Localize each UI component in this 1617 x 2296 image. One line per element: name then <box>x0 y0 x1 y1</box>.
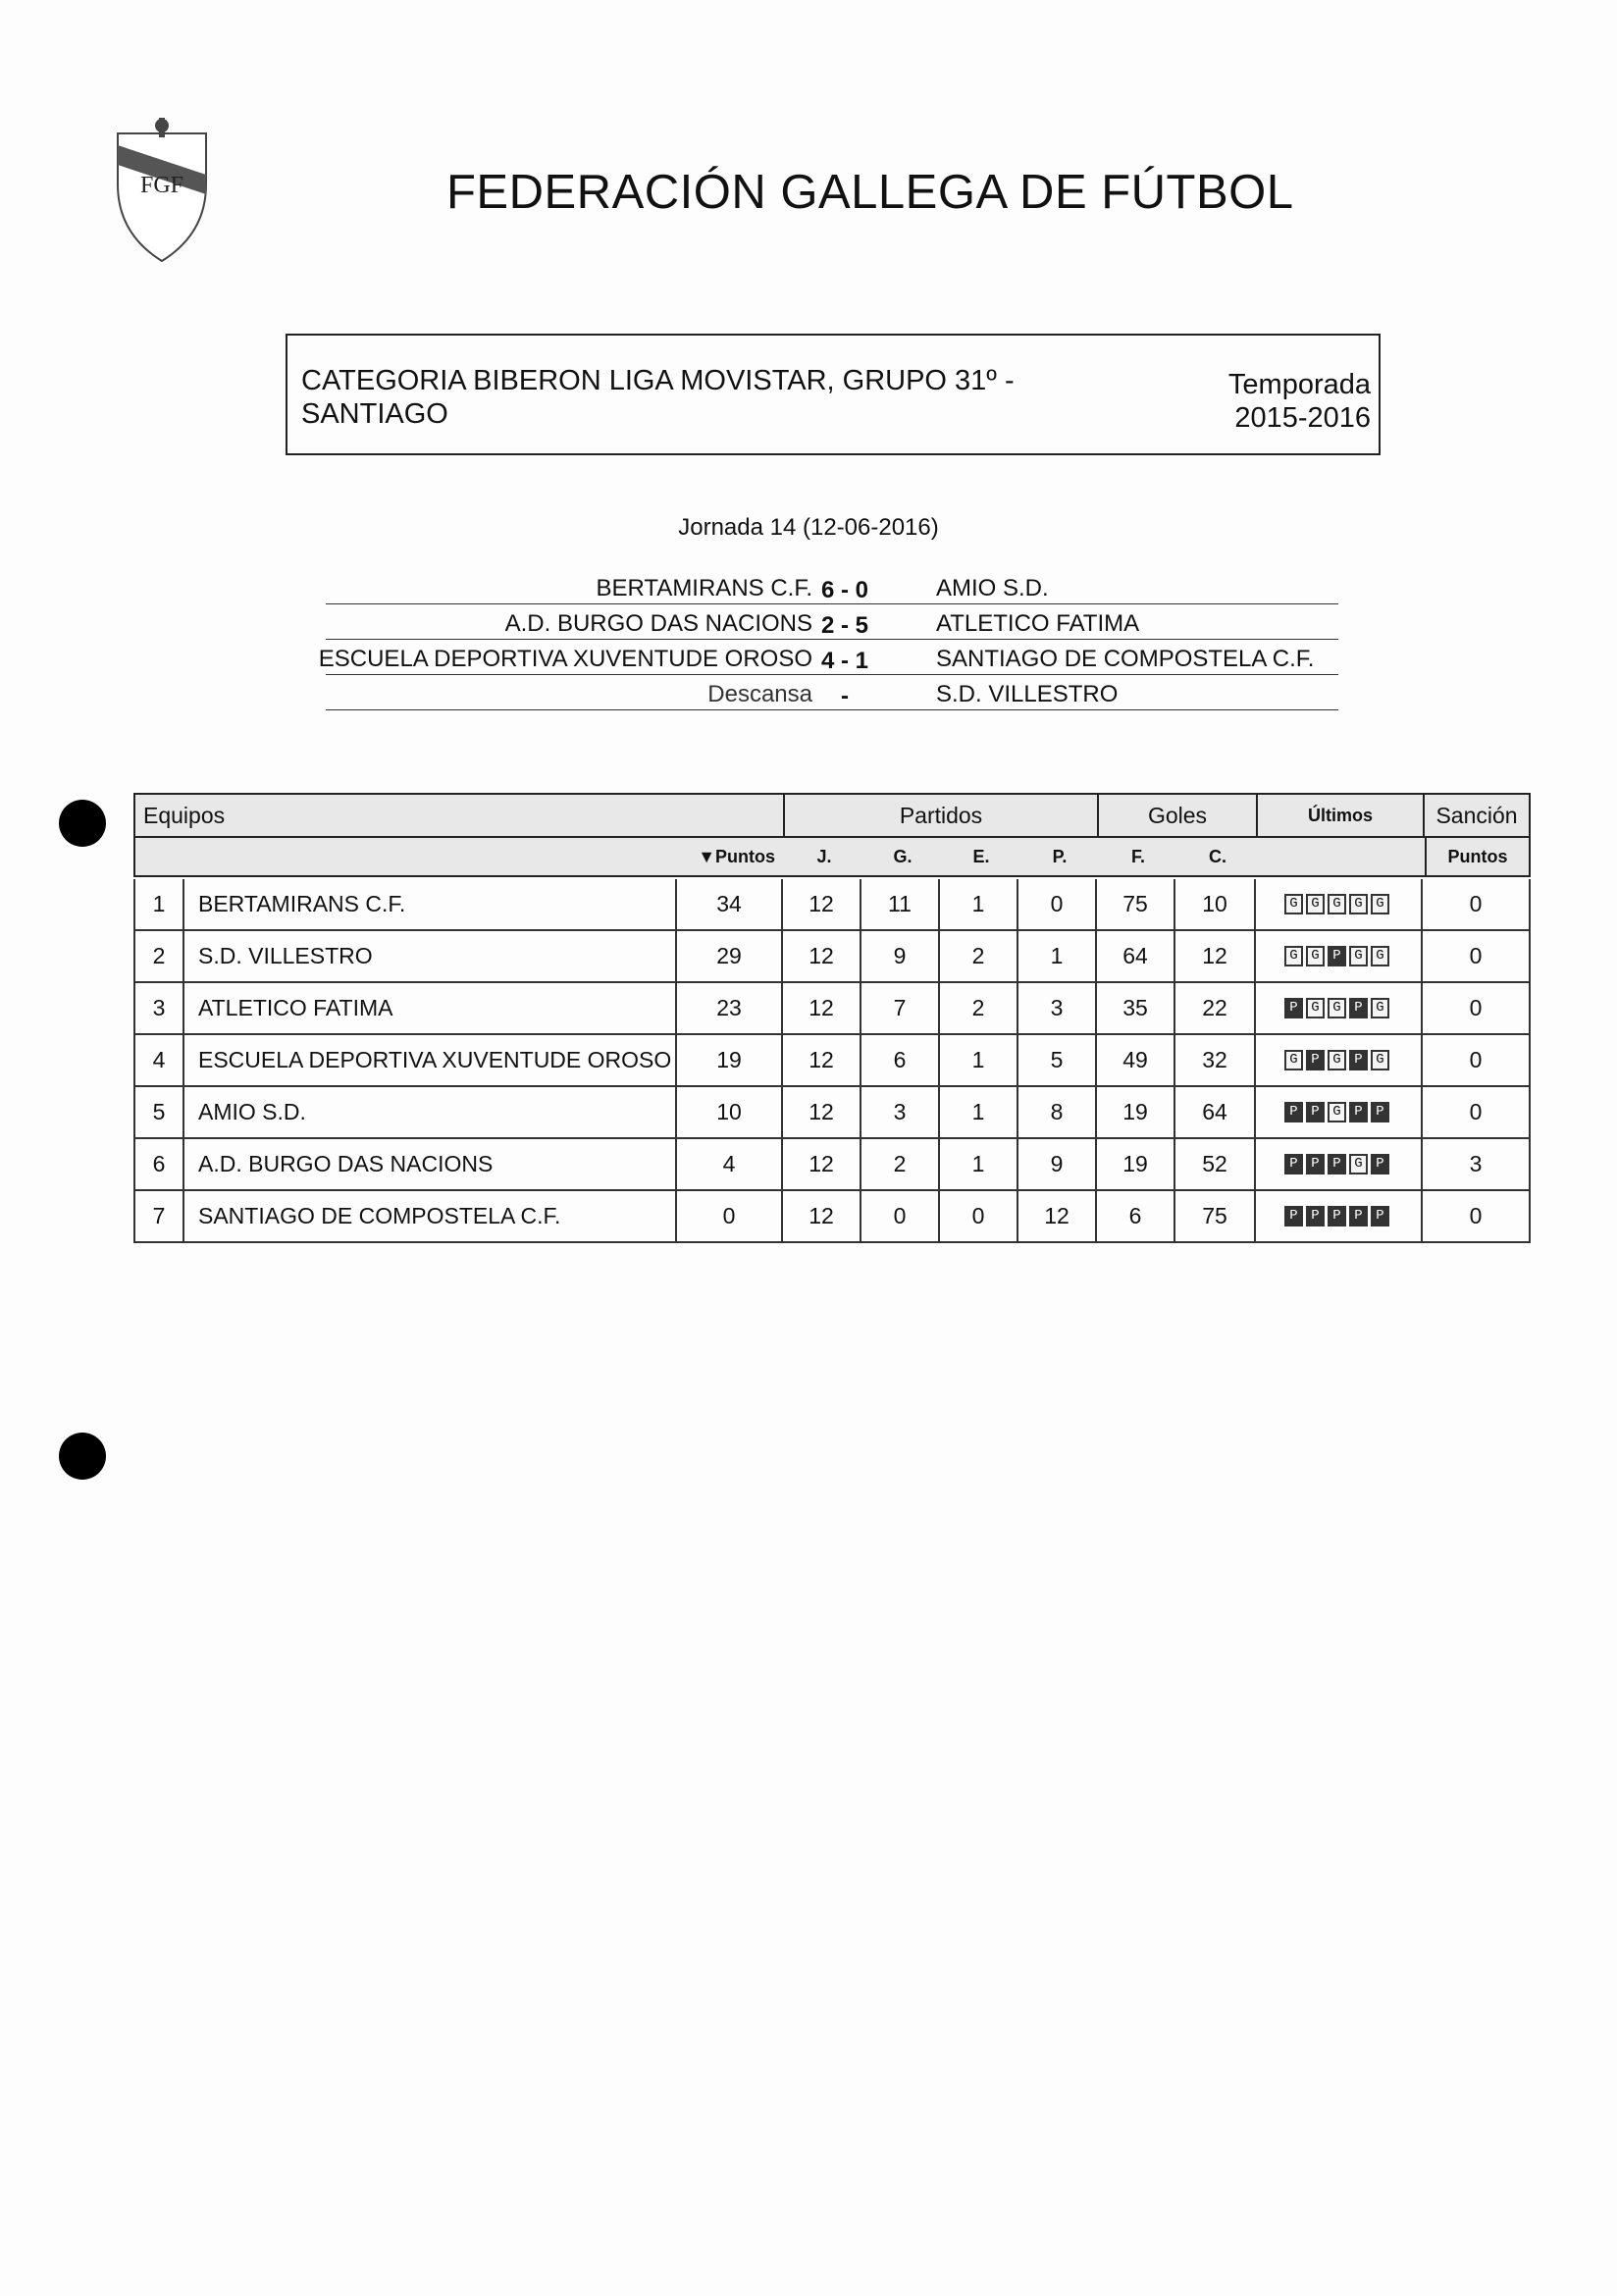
team-last-results <box>1256 879 1423 929</box>
team-played: 12 <box>783 1139 861 1189</box>
result-win-box: G <box>1371 894 1389 914</box>
matchday-title: Jornada 14 (12-06-2016) <box>678 514 939 541</box>
result-win-box: G <box>1371 946 1389 966</box>
result-win-box: G <box>1349 894 1368 914</box>
team-won: 6 <box>861 1035 940 1085</box>
result-away-team: SANTIAGO DE COMPOSTELA C.F. <box>936 646 1315 672</box>
team-lost: 1 <box>1018 931 1097 981</box>
header-teams: Equipos <box>135 795 785 836</box>
team-played: 12 <box>783 931 861 981</box>
team-played: 12 <box>783 1035 861 1085</box>
result-home-team: ESCUELA DEPORTIVA XUVENTUDE OROSO <box>318 646 812 672</box>
team-points: 10 <box>677 1087 783 1137</box>
team-lost: 9 <box>1018 1139 1097 1189</box>
team-goals-for: 6 <box>1097 1191 1175 1241</box>
team-goals-against: 32 <box>1175 1035 1256 1085</box>
result-loss-box: P <box>1306 1206 1325 1226</box>
team-sanction: 0 <box>1423 1191 1531 1241</box>
team-last-results <box>1256 931 1423 981</box>
team-goals-against: 52 <box>1175 1139 1256 1189</box>
result-loss-box: P <box>1328 1154 1346 1174</box>
col-won: G. <box>893 846 913 866</box>
team-goals-for: 19 <box>1097 1087 1175 1137</box>
result-win-box: G <box>1284 1050 1303 1070</box>
team-played: 12 <box>783 879 861 929</box>
svg-text:FGF: FGF <box>139 173 184 198</box>
team-drawn: 1 <box>940 879 1018 929</box>
team-lost: 3 <box>1018 983 1097 1033</box>
category-name-line2: SANTIAGO <box>301 398 448 430</box>
result-win-box: G <box>1349 946 1368 966</box>
header-sanction: Sanción <box>1435 802 1518 828</box>
team-won: 2 <box>861 1139 940 1189</box>
team-last-results <box>1256 983 1423 1033</box>
team-last-results <box>1256 1191 1423 1241</box>
result-loss-box: P <box>1349 1050 1368 1070</box>
result-loss-box: P <box>1371 1206 1389 1226</box>
team-sanction: 0 <box>1423 931 1531 981</box>
team-won: 11 <box>861 879 940 929</box>
team-goals-against: 22 <box>1175 983 1256 1033</box>
result-loss-box: P <box>1349 1206 1368 1226</box>
team-sanction: 0 <box>1423 983 1531 1033</box>
result-loss-box: P <box>1284 998 1303 1018</box>
season-value: 2015-2016 <box>1234 402 1371 434</box>
result-win-box: G <box>1349 1154 1368 1174</box>
standings-row <box>133 983 1531 1035</box>
team-drawn: 0 <box>940 1191 1018 1241</box>
team-position: 2 <box>133 931 184 981</box>
team-name: ESCUELA DEPORTIVA XUVENTUDE OROSO <box>184 1035 677 1085</box>
col-goals-against: C. <box>1209 846 1226 866</box>
standings-row <box>133 1035 1531 1087</box>
team-points: 0 <box>677 1191 783 1241</box>
team-sanction: 3 <box>1423 1139 1531 1189</box>
result-score: - <box>841 683 849 709</box>
result-win-box: G <box>1371 1050 1389 1070</box>
result-row <box>326 675 1338 710</box>
result-loss-box: P <box>1306 1154 1325 1174</box>
team-sanction: 0 <box>1423 879 1531 929</box>
standings-row <box>133 1139 1531 1191</box>
result-loss-box: P <box>1328 946 1346 966</box>
result-score: 6 - 0 <box>820 577 869 603</box>
result-loss-box: P <box>1284 1102 1303 1122</box>
team-points: 34 <box>677 879 783 929</box>
team-lost: 8 <box>1018 1087 1097 1137</box>
result-loss-box: P <box>1349 998 1368 1018</box>
result-loss-box: P <box>1284 1154 1303 1174</box>
result-row <box>326 569 1338 604</box>
result-win-box: G <box>1328 1050 1346 1070</box>
result-score: 4 - 1 <box>820 648 869 674</box>
team-goals-for: 75 <box>1097 879 1175 929</box>
header-last: Últimos <box>1258 795 1425 836</box>
team-name: A.D. BURGO DAS NACIONS <box>184 1139 677 1189</box>
result-win-box: G <box>1306 946 1325 966</box>
team-position: 7 <box>133 1191 184 1241</box>
standings-row <box>133 1191 1531 1243</box>
team-lost: 12 <box>1018 1191 1097 1241</box>
team-drawn: 1 <box>940 1035 1018 1085</box>
team-goals-against: 12 <box>1175 931 1256 981</box>
result-win-box: G <box>1306 998 1325 1018</box>
team-goals-for: 49 <box>1097 1035 1175 1085</box>
header-matches: Partidos <box>785 795 1099 836</box>
team-points: 4 <box>677 1139 783 1189</box>
result-win-box: G <box>1284 946 1303 966</box>
team-won: 9 <box>861 931 940 981</box>
standings-column-header <box>133 838 1531 877</box>
team-goals-for: 35 <box>1097 983 1175 1033</box>
result-loss-box: P <box>1328 1206 1346 1226</box>
col-played: J. <box>816 846 832 866</box>
team-position: 1 <box>133 879 184 929</box>
season-label: Temporada <box>1227 369 1371 400</box>
federation-crest-logo <box>110 116 214 263</box>
team-name: AMIO S.D. <box>184 1087 677 1137</box>
team-won: 0 <box>861 1191 940 1241</box>
team-last-results <box>1256 1087 1423 1137</box>
standings-table <box>133 793 1531 1250</box>
standings-row <box>133 931 1531 983</box>
team-lost: 5 <box>1018 1035 1097 1085</box>
result-away-team: AMIO S.D. <box>936 575 1049 601</box>
category-name-line1: CATEGORIA BIBERON LIGA MOVISTAR, GRUPO 31º - <box>301 365 1015 396</box>
team-goals-for: 64 <box>1097 931 1175 981</box>
punch-hole-bottom <box>59 1433 106 1480</box>
team-played: 12 <box>783 983 861 1033</box>
team-position: 6 <box>133 1139 184 1189</box>
team-points: 29 <box>677 931 783 981</box>
team-name: SANTIAGO DE COMPOSTELA C.F. <box>184 1191 677 1241</box>
result-win-box: G <box>1328 998 1346 1018</box>
standings-group-header <box>133 793 1531 838</box>
team-name: BERTAMIRANS C.F. <box>184 879 677 929</box>
result-loss-box: P <box>1371 1154 1389 1174</box>
standings-row <box>133 1087 1531 1139</box>
matchday-results <box>318 569 1338 710</box>
col-points: ▼Puntos <box>698 846 775 866</box>
team-drawn: 1 <box>940 1139 1018 1189</box>
team-points: 23 <box>677 983 783 1033</box>
result-win-box: G <box>1371 998 1389 1018</box>
team-played: 12 <box>783 1191 861 1241</box>
team-position: 3 <box>133 983 184 1033</box>
team-goals-for: 19 <box>1097 1139 1175 1189</box>
result-away-team: S.D. VILLESTRO <box>936 681 1119 707</box>
result-row <box>318 640 1338 675</box>
team-goals-against: 10 <box>1175 879 1256 929</box>
result-loss-box: P <box>1306 1050 1325 1070</box>
team-drawn: 1 <box>940 1087 1018 1137</box>
federation-title: FEDERACIÓN GALLEGA DE FÚTBOL <box>446 166 1294 219</box>
category-box <box>286 334 1381 455</box>
team-goals-against: 64 <box>1175 1087 1256 1137</box>
team-position: 4 <box>133 1035 184 1085</box>
result-win-box: G <box>1328 1102 1346 1122</box>
team-sanction: 0 <box>1423 1087 1531 1137</box>
team-played: 12 <box>783 1087 861 1137</box>
team-last-results <box>1256 1139 1423 1189</box>
team-name: S.D. VILLESTRO <box>184 931 677 981</box>
col-lost: P. <box>1052 846 1068 866</box>
result-loss-box: P <box>1349 1102 1368 1122</box>
col-goals-for: F. <box>1130 846 1145 866</box>
result-home-team: BERTAMIRANS C.F. <box>596 575 812 601</box>
team-goals-against: 75 <box>1175 1191 1256 1241</box>
team-won: 7 <box>861 983 940 1033</box>
result-loss-box: P <box>1371 1102 1389 1122</box>
col-drawn: E. <box>972 846 990 866</box>
result-home-team: A.D. BURGO DAS NACIONS <box>504 610 812 637</box>
team-drawn: 2 <box>940 983 1018 1033</box>
result-row <box>326 604 1338 640</box>
team-points: 19 <box>677 1035 783 1085</box>
standings-row <box>133 879 1531 931</box>
team-position: 5 <box>133 1087 184 1137</box>
result-win-box: G <box>1306 894 1325 914</box>
result-away-team: ATLETICO FATIMA <box>936 610 1140 637</box>
punch-hole-top <box>59 800 106 847</box>
team-won: 3 <box>861 1087 940 1137</box>
result-win-box: G <box>1284 894 1303 914</box>
team-drawn: 2 <box>940 931 1018 981</box>
col-sanction-points: Puntos <box>1425 838 1529 875</box>
result-loss-box: P <box>1284 1206 1303 1226</box>
team-name: ATLETICO FATIMA <box>184 983 677 1033</box>
team-sanction: 0 <box>1423 1035 1531 1085</box>
team-lost: 0 <box>1018 879 1097 929</box>
result-rest-label: Descansa <box>707 681 812 707</box>
team-last-results <box>1256 1035 1423 1085</box>
result-score: 2 - 5 <box>820 612 869 639</box>
header-goals: Goles <box>1099 795 1258 836</box>
result-win-box: G <box>1328 894 1346 914</box>
result-loss-box: P <box>1306 1102 1325 1122</box>
